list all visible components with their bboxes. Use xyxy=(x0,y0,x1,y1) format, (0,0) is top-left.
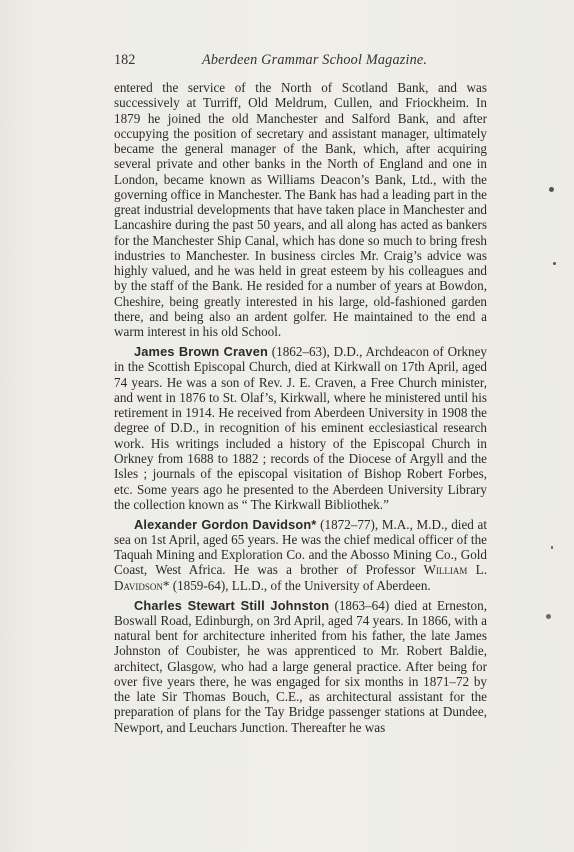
paragraph-craig-continued xyxy=(114,80,487,340)
scan-speck xyxy=(546,614,551,619)
obituary-text: (1862–63), D.D., Archdeacon of Orkney in the Scottish Episcopal Church, died at Kirkwall on 17th April, aged 74 years. He was a son of Rev. J. E. Craven, a Free Church minister, and went in 1876 to St. Olaf’s, Kirkwall, where he ministered until his retirement in 1914. He received from Aberdeen University in 1908 the degree of D.D., in recognition of his eminent ecclesiastical research work. His writings included a history of the Episcopal Church in Orkney from 1688 to 1882 ; records of the Diocese of Argyll and the Isles ; journals of the episcopal visitation of Bishop Robert Forbes, etc. Some years ago he presented to the Aberdeen University Library the collection known as “ The Kirkwall Bibliothek.” xyxy=(114,344,488,512)
scan-speck xyxy=(551,546,553,549)
running-title: Aberdeen Grammar School Magazine. xyxy=(202,52,428,68)
obituary-johnston xyxy=(114,598,487,735)
obituary-text-end: (1859-64), LL.D., of the University of Aberdeen. xyxy=(169,577,431,593)
obituary-name: Charles Stewart Still Johnston xyxy=(134,597,330,613)
obituary-name: James Brown Craven xyxy=(134,344,268,360)
obituary-craven xyxy=(114,344,487,512)
scan-speck xyxy=(553,262,556,265)
paragraph-text: entered the service of the North of Scotland Bank, and was successively at Turriff, Old Meldrum, Cullen, and Friockheim. In 1879 he joined the old Manchester and Salford Bank, and after occupying the position of secretary and assistant manager, ultimately became the general manager of the Bank, which, after acquiring several private and other banks in the North of England and one in London, became known as Williams Deacon’s Bank, Ltd., with the governing office in Manchester. The Bank has had a leading part in the great industrial developments that have taken place in Manchester and Lancashire during the past 50 years, and all along has acted as bankers for the Manchester Ship Canal, which has done so much to bring fresh industries to Manchester. In business circles Mr. Craig’s advice was highly valued, and he was held in great esteem by his colleagues and by the staff of the Bank. He resided for a number of years at Bowdon, Cheshire, being greatly interested in his large, old-fashioned garden there, and being also an ardent golfer. He maintained to the end a warm interest in his old School. xyxy=(114,80,487,340)
article-body xyxy=(114,80,487,740)
obituary-name: Alexander Gordon Davidson* xyxy=(134,516,317,532)
obituary-davidson xyxy=(114,517,487,593)
cross-reference-name: William L. Davidson* xyxy=(114,562,487,593)
obituary-text: (1872–77), M.A., M.D., died at sea on 1st April, aged 65 years. He was the chief medical officer of the Taquah Mining and Exploration Co. and the Abosso Mining Co., Gold Coast, West Africa. He was a brother of Professor xyxy=(114,516,488,578)
obituary-text: (1863–64) died at Erneston, Boswall Road, Edinburgh, on 3rd April, aged 74 years. In 1866, with a natural bent for architecture inherited from his father, the late James Johnston of Coubister, he was apprenticed to Mr. Robert Baldie, architect, Glasgow, who had a large general practice. After being for over five years there, he was engaged for six months in 1871–72 by the late Sir Thomas Bouch, C.E., as architectural assistant for the preparation of plans for the Tay Bridge passenger stations at Dundee, Newport, and Leuchars Junction. Thereafter he was xyxy=(114,597,487,735)
scan-speck xyxy=(549,187,554,192)
page-header xyxy=(114,52,494,72)
page-number: 182 xyxy=(114,52,136,68)
